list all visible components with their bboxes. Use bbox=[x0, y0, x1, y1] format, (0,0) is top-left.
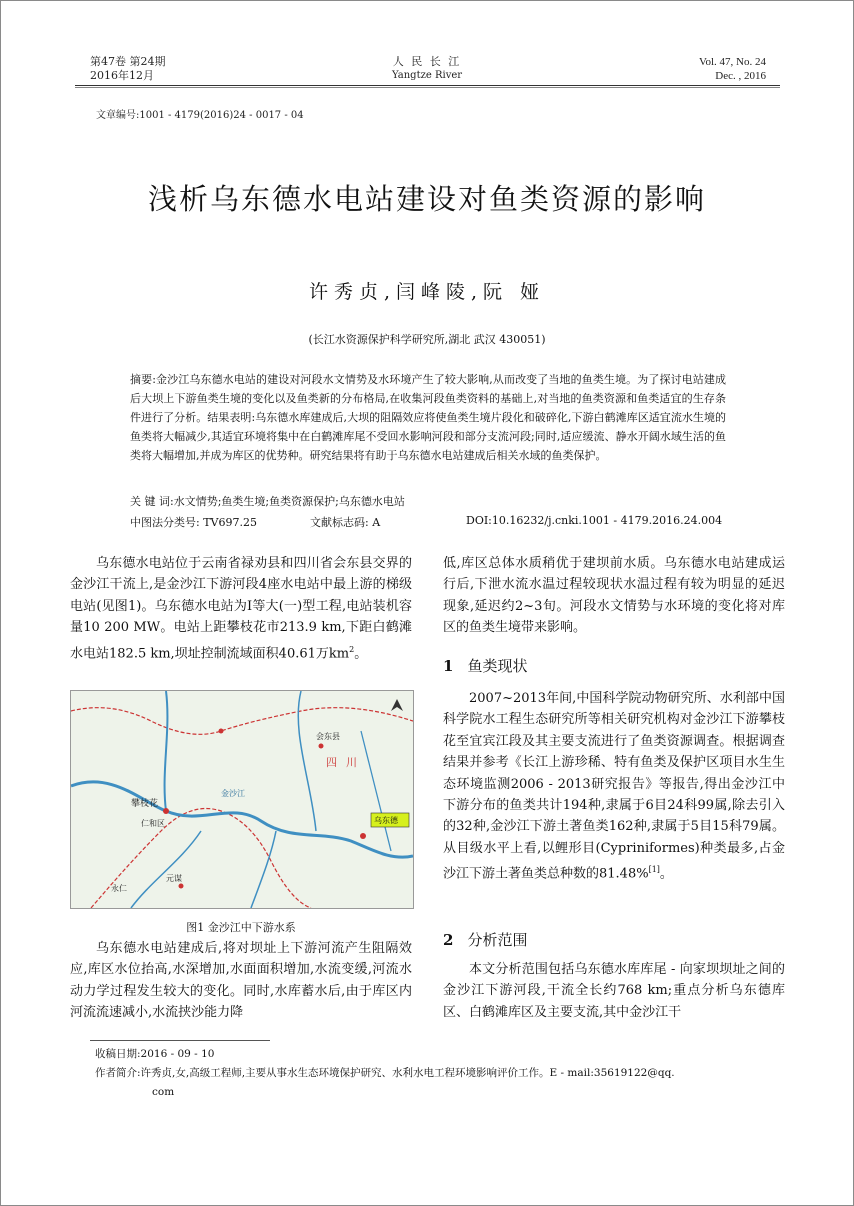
document-code: 文献标志码: A bbox=[310, 516, 381, 529]
keywords: 关 键 词:水文情势;鱼类生境;鱼类资源保护;乌东德水电站 bbox=[130, 495, 405, 508]
header-volume-en: Vol. 47, No. 24 bbox=[698, 56, 766, 68]
figure-caption: 图1 金沙江中下游水系 bbox=[186, 921, 296, 934]
map-label-renhe: 仁和区 bbox=[141, 819, 165, 828]
section-2-number: 2 bbox=[443, 931, 454, 949]
author-bio-line2: com bbox=[152, 1086, 175, 1098]
header-journal-cn: 人 民 长 江 bbox=[392, 55, 462, 68]
section-1-title: 鱼类现状 bbox=[467, 657, 528, 675]
header-rule bbox=[75, 85, 780, 86]
paragraph-scope: 本文分析范围包括乌东德水库库尾 - 向家坝坝址之间的金沙江下游河段,干流全长约768 km;重点分析乌东德库区、白鹤滩库区及主要支流,其中金沙江干 bbox=[443, 962, 785, 1020]
section-1-number: 1 bbox=[443, 657, 454, 675]
citation-ref: [1] bbox=[648, 865, 660, 875]
map-land bbox=[71, 691, 413, 908]
affiliation: (长江水资源保护科学研究所,湖北 武汉 430051) bbox=[308, 333, 546, 346]
abstract: 摘要:金沙江乌东德水电站的建设对河段水文情势及水环境产生了较大影响,从而改变了当地的鱼类生境。为了探讨电站建成后大坝上下游鱼类生境的变化以及鱼类新的分布格局,在收集河段鱼类资料的基础上,对当地的鱼类资源和鱼类适宜的生存条件进行了分析。结果表明:乌东德水库建成后,大坝的阻隔效应将使鱼类生境片段化和破碎化,下游白鹤滩库区适宜流水生境的鱼类将大幅减少,其适宜环境将集中在白鹤滩库尾不受回水影响河段和部分支流河段;同时,适应缓流、静水开阔水域生活的鱼类将大幅增加,并成为库区的优势种。研究结果将有助于乌东德水电站建成后相关水域的鱼类保护。 bbox=[130, 373, 726, 462]
paragraph-fish-status bbox=[443, 688, 785, 885]
station-dot bbox=[360, 833, 366, 839]
author-list: 许秀贞,闫峰陵,阮 娅 bbox=[308, 281, 546, 303]
right-column-top bbox=[443, 553, 785, 639]
map-label-yongren: 永仁 bbox=[111, 884, 127, 893]
left-column-bottom bbox=[70, 938, 412, 1024]
footnote-rule bbox=[90, 1040, 270, 1041]
map-label-wudongde: 乌东德 bbox=[374, 816, 398, 825]
city-dot-yuanmou bbox=[179, 884, 184, 889]
unit-superscript: 2 bbox=[349, 644, 355, 654]
right-column-section1 bbox=[443, 688, 785, 885]
left-column-top bbox=[70, 553, 412, 664]
section-2-heading bbox=[443, 929, 527, 950]
city-dot-huidong bbox=[319, 744, 324, 749]
header-date-cn: 2016年12月 bbox=[90, 69, 154, 82]
paragraph-continued: 低,库区总体水质稍优于建坝前水质。乌东德水电站建成运行后,下泄水流水温过程较现状水温过程有较为明显的延迟现象,延迟约2~3旬。河段水文情势与水环境的变化将对库区的鱼类生境带来影响。 bbox=[443, 556, 785, 636]
header-journal-en: Yangtze River bbox=[391, 70, 463, 81]
map-label-huidong: 会东县 bbox=[316, 732, 340, 741]
intro-text: 乌东德水电站位于云南省禄劝县和四川省会东县交界的金沙江干流上,是金沙江下游河段4座水电站中最上游的梯级电站(见图1)。乌东德水电站为Ⅰ等大(一)型工程,电站装机容量10 200 MW。电站上距攀枝花市213.9 km,下距白鹤滩水电站182.5 km,坝址控制流域面积40.61万km bbox=[70, 556, 412, 661]
paragraph-impact: 乌东德水电站建成后,将对坝址上下游河流产生阻隔效应,库区水位抬高,水深增加,水面面积增加,水流变缓,河流水动力学过程发生较大的变化。同时,水库蓄水后,由于库区内河流流速减小,水流挟沙能力降 bbox=[70, 941, 412, 1021]
city-dot-panzhihua bbox=[163, 808, 169, 814]
received-date: 收稿日期:2016 - 09 - 10 bbox=[95, 1048, 215, 1060]
header-date-en: Dec. , 2016 bbox=[715, 70, 766, 82]
doi: DOI:10.16232/j.cnki.1001 - 4179.2016.24.004 bbox=[466, 514, 723, 527]
fish-status-text: 2007~2013年间,中国科学院动物研究所、水利部中国科学院水工程生态研究所等相关研究机构对金沙江下游攀枝花至宜宾江段及其主要支流进行了鱼类资源调查。根据调查结果并参考《长江上游珍稀、特有鱼类及保护区项目水生生态环境监测2006 - 2013研究报告》等报告,得出金沙江中下游分布的鱼类共计194种,隶属于6目24科99属,除去引入的32种,金沙江下游土著鱼类162种,隶属于5目15科79属。从目级水平上看,以鲤形目(Cypriniformes)种类最多,占金沙江下游土著鱼类总种数的81.48% bbox=[443, 691, 785, 882]
map-label-yuanmou: 元谋 bbox=[166, 874, 182, 883]
map-label-river: 金沙江 bbox=[221, 789, 245, 798]
map-label-si: 四 bbox=[326, 756, 337, 769]
fish-status-end: 。 bbox=[659, 866, 673, 882]
city-dot bbox=[219, 729, 224, 734]
paper-title: 浅析乌东德水电站建设对鱼类资源的影响 bbox=[147, 182, 706, 216]
section-2-title: 分析范围 bbox=[467, 931, 528, 949]
header-volume-cn: 第47卷 第24期 bbox=[90, 55, 166, 68]
right-column-section2 bbox=[443, 959, 785, 1023]
map-label-chuan: 川 bbox=[346, 756, 357, 769]
map-label-panzhihua: 攀枝花 bbox=[131, 799, 159, 809]
river-map-graphic bbox=[71, 691, 413, 908]
section-1-heading bbox=[443, 655, 527, 676]
article-number: 文章编号:1001 - 4179(2016)24 - 0017 - 04 bbox=[96, 110, 304, 121]
clc-number: 中图法分类号: TV697.25 bbox=[130, 516, 257, 529]
figure-map bbox=[70, 690, 414, 909]
intro-paragraph bbox=[70, 553, 412, 664]
header-rule-thin bbox=[75, 87, 780, 88]
author-bio-line1: 作者简介:许秀贞,女,高级工程师,主要从事水生态环境保护研究、水利水电工程环境影响评价工作。E - mail:35619122@qq. bbox=[95, 1067, 675, 1079]
intro-end: 。 bbox=[354, 645, 368, 661]
